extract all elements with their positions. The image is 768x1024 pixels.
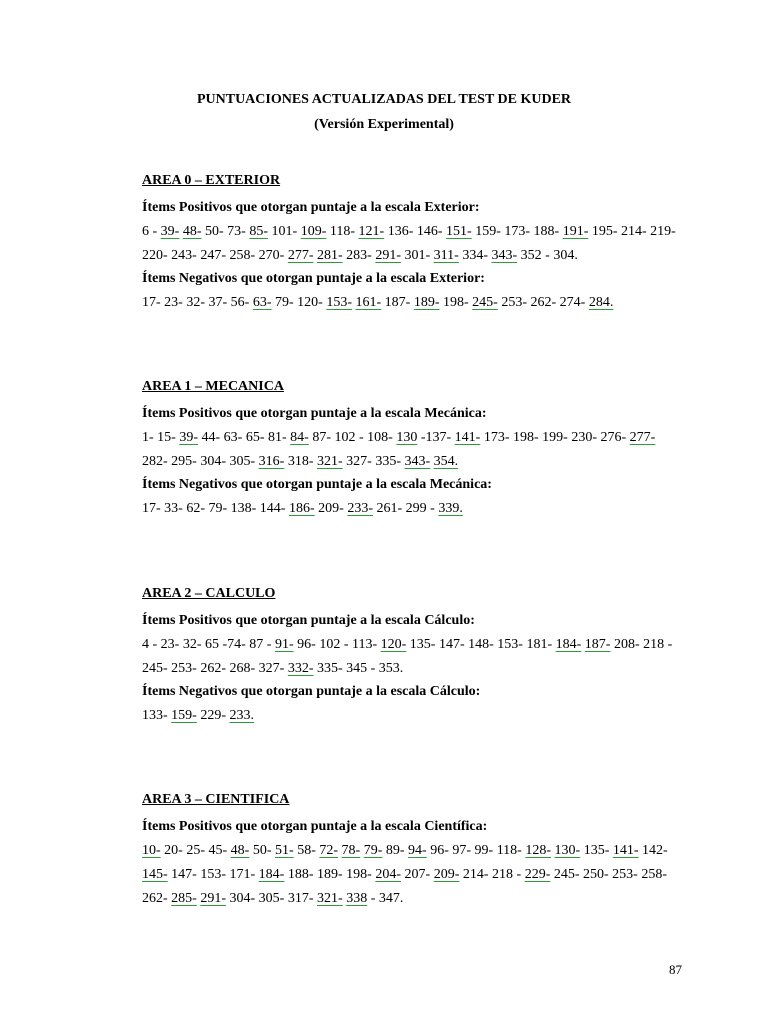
item-numbers-text: 118- [326, 224, 359, 239]
underlined-item-number: 153- [326, 295, 352, 310]
item-numbers-text: 352 - 304. [517, 248, 578, 263]
negative-items-list [142, 704, 682, 728]
underlined-item-number: 311- [433, 248, 459, 263]
underlined-item-number: 63- [252, 295, 272, 310]
underlined-item-number: 245- [472, 295, 498, 310]
item-numbers-text: 229- [196, 708, 230, 723]
item-numbers-text: 195- 214- 219- 220- 243- 247- 258- 270- [142, 224, 676, 263]
area-0-section [142, 171, 682, 315]
underlined-item-number: 159- [171, 708, 197, 723]
negative-items-label: Ítems Negativos que otorgan puntaje a la escala Mecánica: [142, 477, 492, 492]
underlined-item-number: 187- [584, 637, 611, 652]
item-numbers-text: 301- [401, 248, 434, 263]
underlined-item-number: 72- [319, 843, 339, 858]
item-numbers-text: 283- [342, 248, 376, 263]
positive-items-list [142, 633, 682, 681]
item-numbers-text: 89- [382, 843, 409, 858]
underlined-item-number: 285- [171, 891, 197, 906]
item-numbers-text: 173- 198- 199- 230- 276- [480, 430, 630, 445]
positive-items-label: Ítems Positivos que otorgan puntaje a la escala Exterior: [142, 200, 480, 215]
underlined-item-number: 204- [375, 867, 402, 882]
item-numbers-text: 136- 146- [384, 224, 447, 239]
underlined-item-number: 85- [249, 224, 269, 239]
item-numbers-text: 96- 97- 99- 118- [426, 843, 526, 858]
underlined-item-number: 354. [433, 454, 459, 469]
negative-items-list [142, 497, 682, 521]
item-numbers-text: 17- 23- 32- 37- 56- [142, 295, 253, 310]
underlined-item-number: 343- [491, 248, 518, 263]
underlined-item-number: 229- [524, 867, 551, 882]
item-numbers-text: 101- [268, 224, 301, 239]
underlined-item-number: 130 [396, 430, 418, 445]
underlined-item-number: 121- [358, 224, 385, 239]
positive-items-list [142, 839, 682, 911]
underlined-item-number: 91- [274, 637, 294, 652]
underlined-item-number: 277- [287, 248, 314, 263]
underlined-item-number: 151- [446, 224, 472, 239]
positive-items-label: Ítems Positivos que otorgan puntaje a la escala Mecánica: [142, 406, 487, 421]
underlined-item-number: 39- [160, 224, 180, 239]
underlined-item-number: 191- [562, 224, 589, 239]
item-numbers-text: 214- 218 - [459, 867, 525, 882]
underlined-item-number: 284. [588, 295, 614, 310]
underlined-item-number: 78- [341, 843, 361, 858]
underlined-item-number: 39- [179, 430, 198, 445]
document-subtitle: (Versión Experimental) [314, 117, 454, 132]
item-numbers-text: 4 - 23- 32- 65 -74- 87 - [142, 637, 275, 652]
underlined-item-number: 94- [408, 843, 427, 858]
item-numbers-text: 261- 299 - [373, 501, 439, 516]
document-title: PUNTUACIONES ACTUALIZADAS DEL TEST DE KUDER [196, 92, 572, 107]
area-heading: AREA 3 – CIENTIFICA [142, 792, 290, 807]
underlined-item-number: 128- [525, 843, 552, 858]
underlined-item-number: 48- [230, 843, 250, 858]
underlined-item-number: 339. [438, 501, 463, 516]
item-numbers-text: 142- [638, 843, 668, 858]
item-numbers-text: 188- 189- 198- [284, 867, 376, 882]
underlined-item-number: 316- [258, 454, 285, 469]
item-numbers-text: 135- [580, 843, 613, 858]
underlined-item-number: 141- [454, 430, 481, 445]
positive-items-label: Ítems Positivos que otorgan puntaje a la escala Científica: [142, 819, 488, 834]
underlined-item-number: 51- [275, 843, 294, 858]
item-numbers-text: 334- [458, 248, 492, 263]
underlined-item-number: 120- [380, 637, 407, 652]
item-numbers-text: 282- 295- 304- 305- [142, 454, 259, 469]
item-numbers-text: 1- 15- [142, 430, 180, 445]
area-3-section [142, 790, 682, 911]
item-numbers-text: 50- 73- [201, 224, 250, 239]
underlined-item-number: 161- [355, 295, 382, 310]
item-numbers-text: 253- 262- 274- [497, 295, 589, 310]
item-numbers-text: 44- 63- 65- 81- [198, 430, 291, 445]
item-numbers-text: 198- [439, 295, 473, 310]
item-numbers-text: 147- 153- 171- [167, 867, 259, 882]
area-heading: AREA 0 – EXTERIOR [142, 173, 281, 188]
page-number: 87 [669, 962, 682, 977]
underlined-item-number: 321- [317, 454, 343, 469]
area-1-section [142, 377, 682, 521]
item-numbers-text: 318- [284, 454, 317, 469]
underlined-item-number: 10- [142, 843, 161, 858]
negative-items-list [142, 291, 682, 315]
area-heading: AREA 2 – CALCULO [142, 586, 276, 601]
underlined-item-number: 184- [258, 867, 285, 882]
item-numbers-text: 17- 33- 62- 79- 138- 144- [142, 501, 289, 516]
item-numbers-text: 58- [293, 843, 320, 858]
underlined-item-number: 291- [375, 248, 401, 263]
item-numbers-text: 96- 102 - 113- [293, 637, 381, 652]
item-numbers-text: - 347. [367, 891, 404, 906]
item-numbers-text: -137- [417, 430, 455, 445]
negative-items-label: Ítems Negativos que otorgan puntaje a la escala Cálculo: [142, 684, 481, 699]
item-numbers-text: 87- 102 - 108- [308, 430, 397, 445]
item-numbers-text: 135- 147- 148- 153- 181- [406, 637, 556, 652]
underlined-item-number: 332- [287, 661, 314, 676]
item-numbers-text: 208- 218 - 245- 253- 262- 268- 327- [142, 637, 673, 676]
underlined-item-number: 321- [317, 891, 343, 906]
positive-items-list [142, 220, 682, 268]
item-numbers-text: 304- 305- 317- [226, 891, 318, 906]
underlined-item-number: 343- [404, 454, 431, 469]
item-numbers-text: 133- [142, 708, 172, 723]
underlined-item-number: 189- [413, 295, 440, 310]
area-2-section [142, 584, 682, 728]
underlined-item-number: 233- [347, 501, 373, 516]
positive-items-list [142, 426, 682, 474]
item-numbers-text: 335- 345 - 353. [313, 661, 404, 676]
underlined-item-number: 79- [363, 843, 383, 858]
underlined-item-number: 291- [200, 891, 227, 906]
item-numbers-text: 327- 335- [342, 454, 405, 469]
underlined-item-number: 277- [629, 430, 656, 445]
underlined-item-number: 186- [288, 501, 315, 516]
negative-items-label: Ítems Negativos que otorgan puntaje a la escala Exterior: [142, 271, 485, 286]
underlined-item-number: 48- [182, 224, 202, 239]
underlined-item-number: 145- [142, 867, 168, 882]
item-numbers-text: 50- [249, 843, 276, 858]
item-numbers-text: 159- 173- 188- [471, 224, 563, 239]
underlined-item-number: 209- [433, 867, 460, 882]
item-numbers-text: 79- 120- [271, 295, 327, 310]
item-numbers-text: 187- [381, 295, 414, 310]
underlined-item-number: 184- [555, 637, 582, 652]
item-numbers-text: 209- [314, 501, 348, 516]
underlined-item-number: 281- [316, 248, 343, 263]
underlined-item-number: 141- [612, 843, 639, 858]
item-numbers-text: 245- 250- 253- 258- 262- [142, 867, 668, 906]
item-numbers-text: 207- [401, 867, 434, 882]
underlined-item-number: 338 [346, 891, 368, 906]
underlined-item-number: 130- [554, 843, 581, 858]
item-numbers-text: 20- 25- 45- [160, 843, 231, 858]
underlined-item-number: 233. [229, 708, 255, 723]
underlined-item-number: 109- [300, 224, 327, 239]
item-numbers-text: 6 - [142, 224, 161, 239]
underlined-item-number: 84- [290, 430, 309, 445]
area-heading: AREA 1 – MECANICA [142, 379, 284, 394]
positive-items-label: Ítems Positivos que otorgan puntaje a la escala Cálculo: [142, 613, 475, 628]
